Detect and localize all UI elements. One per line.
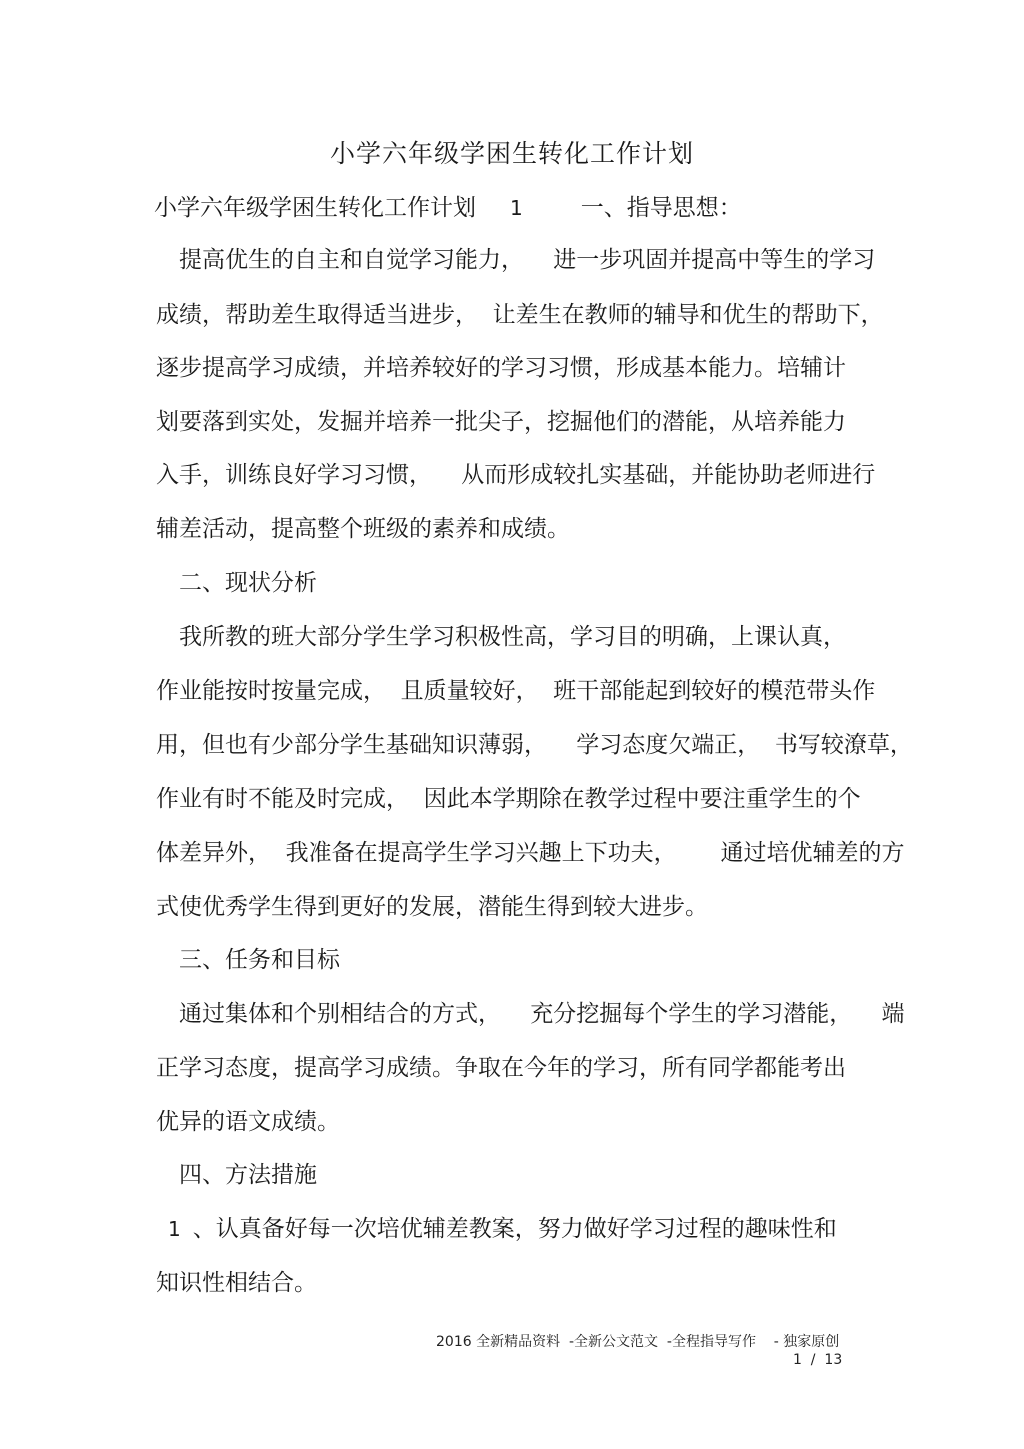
document-title: 小学六年级学困生转化工作计划	[329, 139, 694, 168]
paragraph-line: 成绩，帮助差生取得适当进步， 让差生在教师的辅导和优生的帮助下，	[156, 302, 884, 328]
footer-text: 2016 全新精品资料 -全新公文范文 -全程指导写作 - 独家原创	[436, 1334, 840, 1350]
paragraph-line: 用，但也有少部分学生基础知识薄弱， 学习态度欠端正， 书写较潦草，	[156, 732, 913, 758]
page-number: 1 / 13	[793, 1352, 843, 1368]
subtitle-left: 小学六年级学困生转化工作计划	[154, 195, 476, 221]
paragraph-line: 正学习态度，提高学习成绩。争取在今年的学习，所有同学都能考出	[156, 1055, 846, 1081]
paragraph-line: 逐步提高学习成绩，并培养较好的学习习惯，形成基本能力。培辅计	[156, 355, 846, 381]
paragraph-line: 我所教的班大部分学生学习积极性高，学习目的明确，上课认真，	[179, 624, 846, 650]
list-item-number: 1	[168, 1217, 181, 1241]
paragraph-line: 作业有时不能及时完成， 因此本学期除在教学过程中要注重学生的个	[156, 786, 861, 812]
paragraph-line: 提高优生的自主和自觉学习能力， 进一步巩固并提高中等生的学习	[179, 247, 876, 273]
subtitle-section-heading: 一、指导思想：	[580, 195, 742, 221]
section-heading: 四、方法措施	[179, 1162, 317, 1188]
subtitle-line	[154, 193, 742, 223]
list-item	[168, 1214, 837, 1244]
paragraph-line: 作业能按时按量完成， 且质量较好， 班干部能起到较好的模范带头作	[156, 678, 876, 704]
paragraph-line: 辅差活动，提高整个班级的素养和成绩。	[156, 516, 570, 542]
paragraph-line: 通过集体和个别相结合的方式， 充分挖掘每个学生的学习潜能， 端	[179, 1001, 905, 1027]
section-heading: 三、任务和目标	[179, 947, 340, 973]
paragraph-line: 划要落到实处，发掘并培养一批尖子，挖掘他们的潜能，从培养能力	[156, 409, 846, 435]
paragraph-line: 优异的语文成绩。	[156, 1109, 340, 1135]
paragraph-line: 式使优秀学生得到更好的发展，潜能生得到较大进步。	[156, 894, 708, 920]
section-heading: 二、现状分析	[179, 570, 317, 596]
list-item-text: 、认真备好每一次培优辅差教案，努力做好学习过程的趣味性和	[192, 1216, 837, 1242]
subtitle-number: 1	[510, 196, 523, 220]
paragraph-line: 入手，训练良好学习习惯， 从而形成较扎实基础，并能协助老师进行	[156, 462, 876, 488]
paragraph-line: 知识性相结合。	[156, 1270, 317, 1296]
paragraph-line: 体差异外， 我准备在提高学生学习兴趣上下功夫， 通过培优辅差的方	[156, 840, 905, 866]
